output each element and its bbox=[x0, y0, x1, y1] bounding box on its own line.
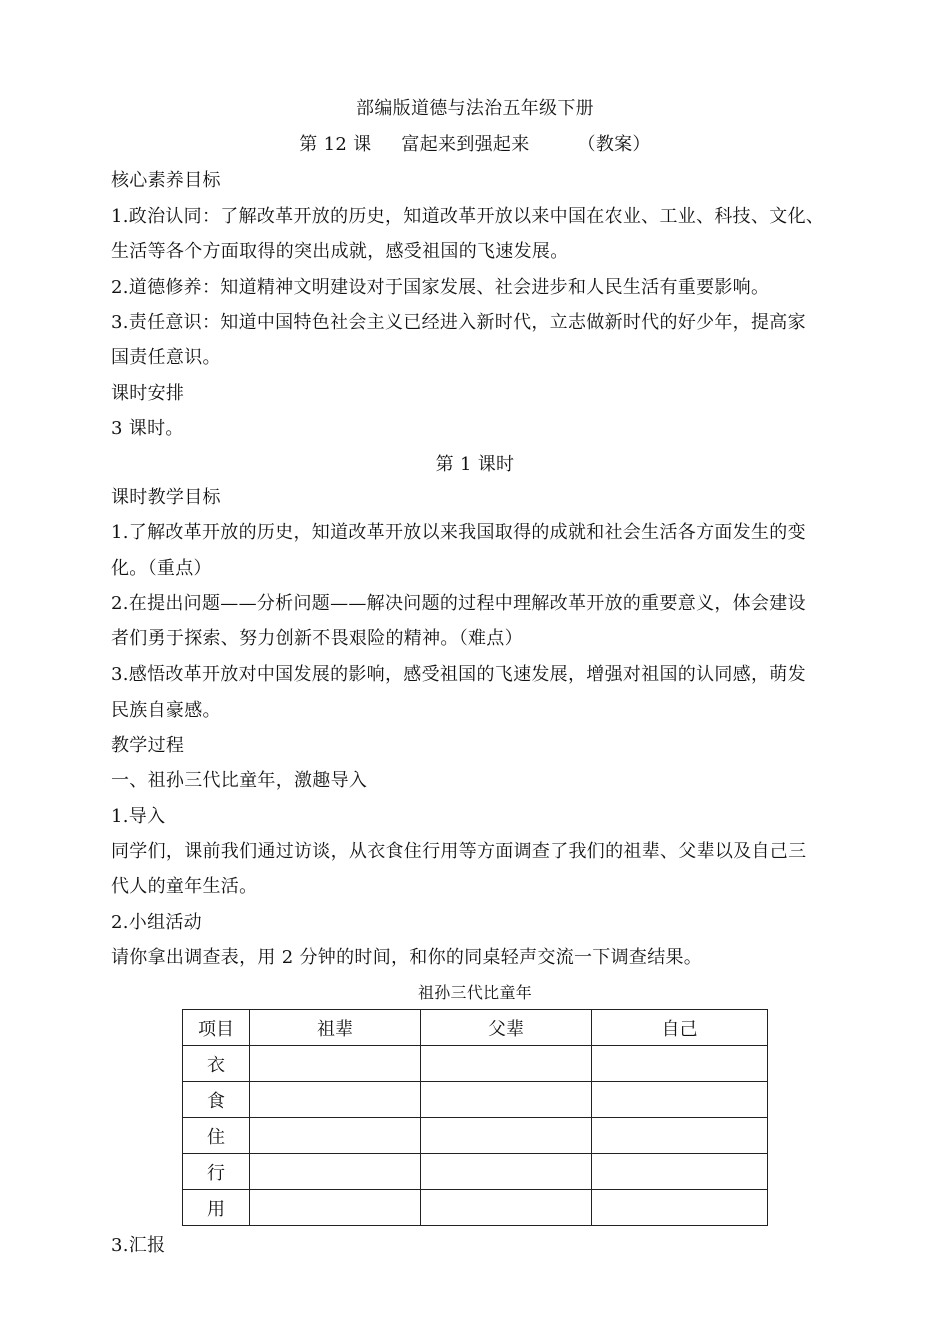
paragraph-line: 2.在提出问题——分析问题——解决问题的过程中理解改革开放的重要意义，体会建设 bbox=[111, 593, 806, 614]
paragraph-line: 3 课时。 bbox=[111, 418, 184, 439]
paragraph-line: 生活等各个方面取得的突出成就，感受祖国的飞速发展。 bbox=[111, 241, 569, 262]
paragraph-line: 1.政治认同：了解改革开放的历史，知道改革开放以来中国在农业、工业、科技、文化、 bbox=[111, 206, 825, 227]
column-header: 项目 bbox=[183, 1010, 250, 1046]
paragraph-line: 1.了解改革开放的历史，知道改革开放以来我国取得的成就和社会生活各方面发生的变 bbox=[111, 522, 806, 543]
paragraph-line: 化。（重点） bbox=[111, 558, 212, 579]
table-cell bbox=[421, 1190, 592, 1226]
table-cell bbox=[421, 1082, 592, 1118]
table-cell bbox=[250, 1190, 421, 1226]
lesson-type: （教案） bbox=[577, 134, 651, 155]
step-heading: 1.导入 bbox=[111, 806, 166, 827]
table-cell bbox=[592, 1154, 768, 1190]
paragraph-line: 同学们，课前我们通过访谈，从衣食住行用等方面调查了我们的祖辈、父辈以及自己三 bbox=[111, 841, 807, 862]
lesson-title: 富起来到强起来 bbox=[401, 134, 530, 155]
paragraph-line: 者们勇于探索、努力创新不畏艰险的精神。（难点） bbox=[111, 628, 523, 649]
lesson-title-line bbox=[0, 133, 950, 157]
table-caption: 祖孙三代比童年 bbox=[417, 983, 533, 1002]
paragraph-line: 民族自豪感。 bbox=[111, 700, 221, 721]
table-cell bbox=[250, 1154, 421, 1190]
section-heading-process: 教学过程 bbox=[111, 735, 185, 756]
paragraph-line: 国责任意识。 bbox=[111, 347, 221, 368]
paragraph-line: 请你拿出调查表，用 2 分钟的时间，和你的同桌轻声交流一下调查结果。 bbox=[111, 947, 703, 968]
row-label: 衣 bbox=[183, 1046, 250, 1082]
step-heading: 2.小组活动 bbox=[111, 912, 202, 933]
paragraph-line: 2.道德修养：知道精神文明建设对于国家发展、社会进步和人民生活有重要影响。 bbox=[111, 277, 770, 298]
step-heading: 3.汇报 bbox=[111, 1235, 166, 1256]
survey-table bbox=[182, 1009, 768, 1226]
table-header-row bbox=[183, 1010, 768, 1046]
table-row bbox=[183, 1154, 768, 1190]
paragraph-line: 3.责任意识：知道中国特色社会主义已经进入新时代，立志做新时代的好少年，提高家 bbox=[111, 312, 806, 333]
table-cell bbox=[421, 1154, 592, 1190]
paragraph-line: 代人的童年生活。 bbox=[111, 876, 258, 897]
document-header: 部编版道德与法治五年级下册 bbox=[356, 98, 594, 119]
row-label: 用 bbox=[183, 1190, 250, 1226]
table-cell bbox=[592, 1046, 768, 1082]
period-title: 第 1 课时 bbox=[435, 454, 515, 475]
table-cell bbox=[250, 1082, 421, 1118]
table-row bbox=[183, 1082, 768, 1118]
column-header: 祖辈 bbox=[250, 1010, 421, 1046]
table-row bbox=[183, 1190, 768, 1226]
lesson-number: 第 12 课 bbox=[299, 134, 372, 155]
table-cell bbox=[250, 1118, 421, 1154]
table-cell bbox=[421, 1046, 592, 1082]
paragraph-line: 3.感悟改革开放对中国发展的影响，感受祖国的飞速发展，增强对祖国的认同感，萌发 bbox=[111, 664, 806, 685]
table-cell bbox=[592, 1082, 768, 1118]
column-header: 父辈 bbox=[421, 1010, 592, 1046]
table-row bbox=[183, 1046, 768, 1082]
part-heading: 一、祖孙三代比童年，激趣导入 bbox=[111, 770, 368, 791]
section-heading-schedule: 课时安排 bbox=[111, 383, 185, 404]
table-cell bbox=[421, 1118, 592, 1154]
row-label: 食 bbox=[183, 1082, 250, 1118]
row-label: 行 bbox=[183, 1154, 250, 1190]
column-header: 自己 bbox=[592, 1010, 768, 1046]
section-heading-goals: 课时教学目标 bbox=[111, 487, 221, 508]
table-cell bbox=[250, 1046, 421, 1082]
section-heading-core: 核心素养目标 bbox=[111, 170, 221, 191]
table-cell bbox=[592, 1118, 768, 1154]
row-label: 住 bbox=[183, 1118, 250, 1154]
table-cell bbox=[592, 1190, 768, 1226]
table-row bbox=[183, 1118, 768, 1154]
